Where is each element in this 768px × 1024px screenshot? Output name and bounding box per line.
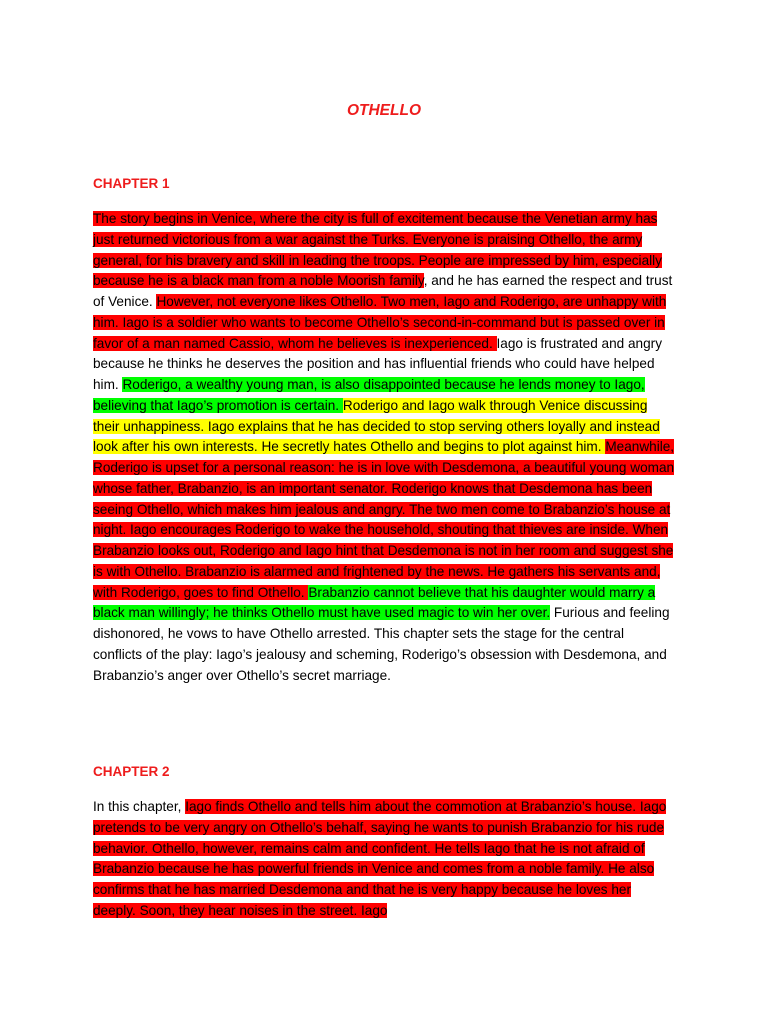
chapter-2-heading: CHAPTER 2 xyxy=(93,764,170,779)
highlighted-text-yellow: Roderigo and Iago walk through Venice discussing their unhappiness. Iago explains that he has decided to stop serving others loyally and instead look after his own interests. He secretly hates Othello and begins to plot against him. xyxy=(93,397,660,455)
highlighted-text-red: However, not everyone likes Othello. Two men, Iago and Roderigo, are unhappy with him. Iago is a soldier who wants to become Othello’s second-in-command but is passed over in favor of a man named Cassio, whom he believes is inexperienced. xyxy=(93,294,667,351)
highlighted-text-red: Meanwhile, Roderigo is upset for a personal reason: he is in love with Desdemona, a beautiful young woman whose father, Brabanzio, is an important senator. Roderigo knows that Desdemona has been seeing Othello, which makes him jealous and angry. The two men come to Brabanzio’s house at night. Iago encourages Roderigo to wake the household, shouting that thieves are inside. When Brabanzio looks out, Roderigo and Iago hint that Desdemona is not in her room and suggest she is with Othello. Brabanzio is alarmed and frightened by the news. He gathers his servants and, with Roderigo, goes to find Othello. xyxy=(93,439,675,600)
highlighted-text-green: Brabanzio cannot believe that his daughter would marry a black man willingly; he thinks Othello must have used magic to win her over. xyxy=(93,584,656,621)
highlighted-text-red: The story begins in Venice, where the city is full of excitement because the Venetian army has just returned victorious from a war against the Turks. Everyone is praising Othello, the army general, for his bravery and skill in leading the troops. People are impressed by him, especially because he is a black man from a noble Moorish family xyxy=(93,211,662,289)
chapter-1-paragraph xyxy=(93,209,675,686)
plain-text: , and he has earned the respect and trust of Venice. xyxy=(93,273,673,309)
highlighted-text-green: Roderigo, a wealthy young man, is also disappointed because he lends money to Iago, believing that Iago’s promotion is certain. xyxy=(93,377,645,413)
document-title: OTHELLO xyxy=(346,102,422,119)
highlighted-text-red: Iago finds Othello and tells him about the commotion at Brabanzio’s house. Iago pretends to be very angry on Othello’s behalf, saying he wants to punish Brabanzio for his rude behavior. Othello, however, remains calm and confident. He tells Iago that he is not afraid of Brabanzio because he has powerful friends in Venice and comes from a noble family. He also confirms that he has married Desdemona and that he is very happy because he loves her deeply. Soon, they hear noises in the street. Iago xyxy=(93,799,667,918)
chapter-2-paragraph xyxy=(93,797,675,922)
plain-text: Iago is frustrated and angry because he thinks he deserves the position and has influential friends who could have helped him. xyxy=(93,335,662,392)
chapter-1-heading: CHAPTER 1 xyxy=(93,176,170,191)
plain-text: In this chapter, xyxy=(93,799,186,814)
plain-text: Furious and feeling dishonored, he vows to have Othello arrested. This chapter sets the stage for the central conflicts of the play: Iago’s jealousy and scheming, Roderigo’s obsession with Desdemona, and Brabanzio’s anger over Othello’s secret marriage. xyxy=(93,605,670,683)
